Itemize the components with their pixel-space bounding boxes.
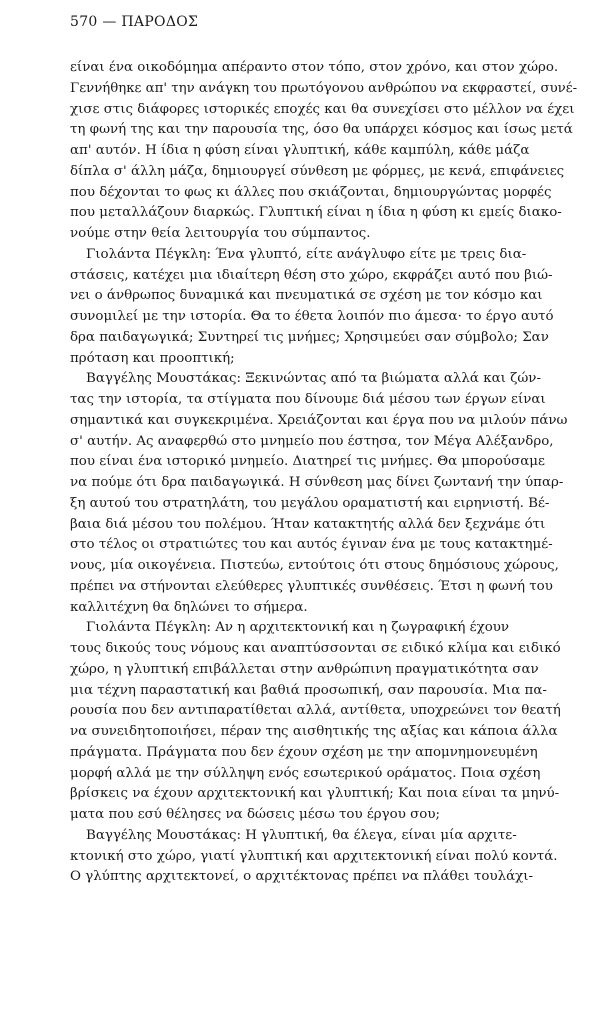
text-line: τη φωνή της και την παρουσία της, όσο θα υπάρχει κόσμος και ίσως μετά bbox=[70, 122, 573, 138]
text-line: συνομιλεί με την ιστορία. Θα το έθετα λοιπόν πιο άμεσα· το έργο αυτό bbox=[70, 309, 554, 324]
text-line: Γεννήθηκε απ' την ανάγκη του πρωτόγονου ανθρώπου να εκφραστεί, συνέ- bbox=[70, 80, 578, 96]
text-line: ξη αυτού του στρατηλάτη, του μεγάλου οραματιστή και ειρηνιστή. Βέ- bbox=[70, 495, 550, 511]
text-line: πρόταση και προοπτική; bbox=[70, 350, 235, 366]
text-line: είναι ένα οικοδόμημα απέραντο στον τόπο, στον χρόνο, και στον χώρο. bbox=[70, 60, 559, 75]
text-line: που είναι ένα ιστορικό μνημείο. Διατηρεί τις μνήμες. Θα μπορούσαμε bbox=[70, 454, 545, 470]
paragraph-start-line: Βαγγέλης Μουστάκας: Ξεκινώντας από τα βιώματα αλλά και ζών- bbox=[86, 371, 541, 387]
text-line: να πούμε ότι δρα παιδαγωγικά. Η σύνθεση μας δίνει ζωντανή την ύπαρ- bbox=[70, 475, 564, 490]
paragraph-start-line: Βαγγέλης Μουστάκας: Η γλυπτική, θα έλεγα, είναι μία αρχιτε- bbox=[86, 827, 517, 843]
text-line: Ο γλύπτης αρχιτεκτονεί, ο αρχιτέκτονας πρέπει να πλάθει τουλάχι- bbox=[70, 869, 534, 885]
text-line: που μεταλλάζουν διαρκώς. Γλυπτική είναι η ίδια η φύση κι εμείς διακο- bbox=[70, 205, 562, 221]
text-line: σ' αυτήν. Ας αναφερθώ στο μνημείο που έστησα, τον Μέγα Αλέξανδρο, bbox=[70, 433, 554, 449]
text-line: να συνειδητοποιήσει, πέραν της αισθητικής της αξίας και κάποια άλλα bbox=[70, 724, 558, 739]
text-line: δρα παιδαγωγικά; Συντηρεί τις μνήμες; Χρησιμεύει σαν σύμβολο; Σαν bbox=[70, 329, 549, 345]
text-line: καλλιτέχνη θα δηλώνει το σήμερα. bbox=[70, 599, 308, 615]
text-line: στο τέλος οι στρατιώτες του και αυτός έγιναν ένα με τους κατακτημέ- bbox=[70, 537, 553, 553]
text-line: στάσεις, κατέχει μια ιδιαίτερη θέση στο χώρο, εκφράζει αυτό που βιώ- bbox=[70, 267, 553, 283]
paragraph-start-line: Γιολάντα Πέγκλη: Ένα γλυπτό, είτε ανάγλυφο είτε με τρεις δια- bbox=[86, 246, 527, 262]
text-line: νους, μία οικογένεια. Πιστεύω, εντούτοις ότι στους δημόσιους χώρους, bbox=[70, 558, 559, 573]
text-line: βαια διά μέσου του πολέμου. Ήταν κατακτητής αλλά δεν ξεχνάμε ότι bbox=[70, 516, 546, 532]
text-line: νει ο άνθρωπος δυναμικά και πνευματικά σε σχέση με τον κόσμο και bbox=[70, 288, 543, 304]
text-line: μορφή αλλά με την σύλληψη ενός εσωτερικού οράματος. Ποια σχέση bbox=[70, 765, 541, 781]
text-line: απ' αυτόν. Η ίδια η φύση είναι γλυπτική, κάθε καμπύλη, κάθε μάζα bbox=[70, 143, 530, 158]
text-line: χισε στις διάφορες ιστορικές εποχές και θα συνεχίσει στο μέλλον να έχει bbox=[70, 101, 575, 117]
text-line: νούμε στην θεία λειτουργία του σύμπαντος. bbox=[70, 226, 371, 241]
text-line: κτονική στο χώρο, γιατί γλυπτική και αρχιτεκτονική είναι πολύ κοντά. bbox=[70, 848, 558, 864]
text-line: τους δικούς τους νόμους και αναπτύσσονται σε ειδικό κλίμα και ειδικό bbox=[70, 641, 561, 656]
paragraph-start-line: Γιολάντα Πέγκλη: Αν η αρχιτεκτονική και η ζωγραφική έχουν bbox=[86, 620, 510, 636]
text-line: τας την ιστορία, τα στίγματα που δίνουμε διά μέσου των έργων είναι bbox=[70, 392, 546, 407]
text-line: ματα που εσύ θέλησες να δώσεις μέσω του έργου σου; bbox=[70, 807, 440, 822]
text-line: πρέπει να στήνονται ελεύθερες γλυπτικές συνθέσεις. Έτσι η φωνή του bbox=[70, 578, 553, 594]
text-line: χώρο, η γλυπτική επιβάλλεται στην ανθρώπινη πραγματικότητα σαν bbox=[70, 661, 539, 677]
text-line: ρουσία που δεν αντιπαρατίθεται αλλά, αντίθετα, υποχρεώνει τον θεατή bbox=[70, 703, 561, 719]
body-text bbox=[70, 58, 580, 888]
text-line: μια τέχνη παραστατική και βαθιά προσωπική, σαν παρουσία. Μια πα- bbox=[70, 682, 547, 698]
running-head: 570 — ΠΑΡΟΔΟΣ bbox=[70, 14, 199, 30]
text-line: βρίσκεις να έχουν αρχιτεκτονική και γλυπτική; Και ποια είναι τα μηνύ- bbox=[70, 786, 560, 802]
text-line: δίπλα σ' άλλη μάζα, δημιουργεί σύνθεση με φόρμες, με κενά, επιφάνειες bbox=[70, 163, 565, 179]
text-line: σημαντικά και συγκεκριμένα. Χρειάζονται και έργα που να μιλούν πάνω bbox=[70, 412, 568, 428]
text-line: που δέχονται το φως κι άλλες που σκιάζονται, δημιουργώντας μορφές bbox=[70, 184, 552, 200]
text-line: πράγματα. Πράγματα που δεν έχουν σχέση με την απομνημονευμένη bbox=[70, 744, 538, 760]
